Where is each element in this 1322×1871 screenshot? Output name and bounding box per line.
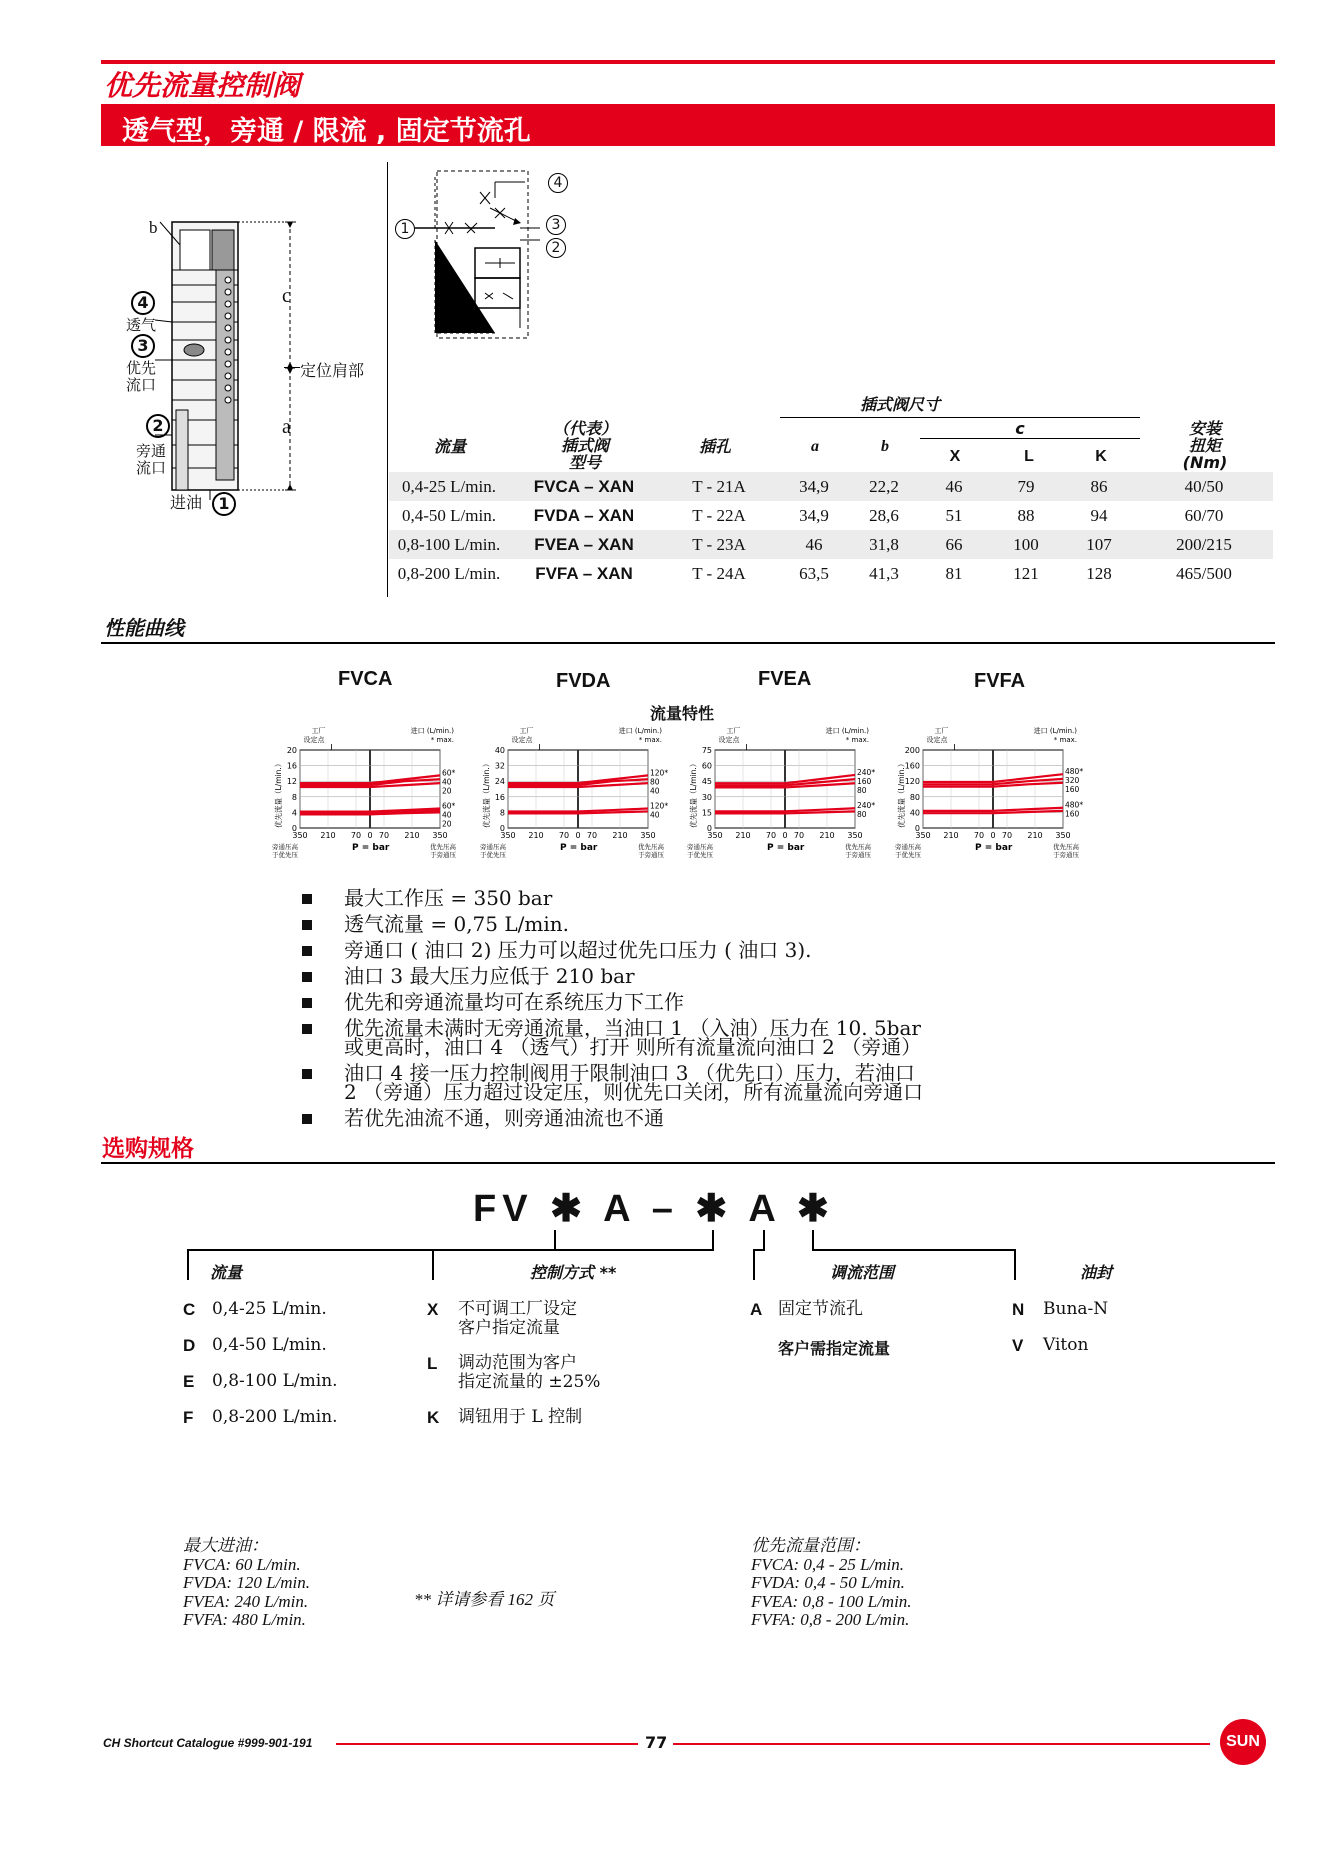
vertical-divider (387, 162, 388, 597)
y-tick-label: 60 (701, 761, 712, 771)
spec-cell-k: 86 (1063, 472, 1135, 501)
y-tick-label: 15 (701, 808, 712, 818)
th-model-3: 型号 (568, 453, 601, 472)
x-tick-label: 210 (819, 831, 835, 840)
range-note: 客户需指定流量 (778, 1339, 891, 1358)
x-tick-label: 0 (990, 831, 996, 840)
series-label: 20 (442, 819, 452, 829)
series-label: 160 (1065, 809, 1080, 819)
flow-option-code: D (183, 1336, 196, 1355)
series-label: 60* (442, 768, 456, 778)
bullet-text: 若优先油流不通，则旁通油流也不通 (344, 1106, 664, 1130)
series-label: 480* (1065, 800, 1084, 810)
range-code: A (750, 1300, 763, 1319)
dim-label-a: a (282, 416, 291, 438)
bullet-marker (302, 972, 312, 982)
y-tick-label: 8 (291, 792, 297, 802)
control-option-line1: 不可调工厂设定 (458, 1299, 577, 1319)
page-subtitle: 透气型，旁通 / 限流 , 固定节流孔 (122, 116, 531, 147)
x-tick-label: 70 (378, 831, 390, 840)
spec-cell-b: 28,6 (869, 505, 899, 525)
schem-port-1: 1 (395, 219, 415, 239)
port3-circle: 3 (131, 334, 155, 358)
y-tick-label: 75 (701, 746, 712, 755)
chart-title-fvea: FVEA (758, 668, 812, 690)
series-label: 240* (857, 801, 876, 811)
spec-cell-torque: 465/500 (1176, 563, 1232, 583)
series-label: 80 (857, 785, 867, 795)
control-option-line1: 调动范围为客户 (458, 1353, 577, 1373)
max-label: * max. (430, 736, 454, 744)
x-tick-label: 0 (782, 831, 788, 840)
bullet-text: 最大工作压 = 350 bar (344, 886, 553, 910)
right-note: 于旁通压 (430, 851, 456, 859)
spec-cell-l: 79 (989, 472, 1063, 501)
y-tick-label: 16 (286, 761, 297, 771)
order-col-flow-title: 流量 (210, 1263, 243, 1282)
spec-cell-l: 100 (989, 530, 1063, 559)
pressure-label: P = bar (975, 843, 1013, 853)
spec-cell-model: FVCA – XAN (509, 472, 659, 501)
port2-label-2: 流口 (136, 459, 167, 477)
factory-label: 工厂 (311, 727, 326, 735)
x-tick-label: 210 (612, 831, 628, 840)
spec-cell-model: FVEA – XAN (509, 530, 659, 559)
y-tick-label: 45 (701, 777, 712, 787)
factory-label: 工厂 (934, 727, 949, 735)
port1-label: 进油 (170, 493, 203, 512)
control-option-line2: 客户指定流量 (458, 1318, 560, 1338)
x-tick-label: 350 (500, 831, 516, 840)
series-label: 80 (857, 810, 867, 820)
th-a: a (811, 438, 819, 455)
y-tick-label: 0 (499, 824, 505, 833)
y-tick-label: 8 (499, 808, 505, 818)
y-axis-label: 优先流量（L/min.） (897, 759, 906, 828)
max-label: * max. (638, 736, 662, 744)
th-torque-1: 安装 (1188, 419, 1221, 438)
series-label: 160 (857, 776, 872, 786)
th-c-rule (920, 438, 1140, 439)
bullet-marker (302, 946, 312, 956)
flow-option-code: F (183, 1408, 194, 1427)
x-tick-label: 70 (973, 831, 985, 840)
y-tick-label: 40 (909, 808, 920, 818)
bullet-text: 油口 4 接一压力控制阀用于限制油口 3 （优先口）压力，若油口 (344, 1061, 915, 1085)
control-option-code: K (427, 1408, 440, 1427)
flow-chart-fvfa (893, 722, 1108, 860)
y-tick-label: 200 (904, 746, 920, 755)
footer-catalogue: CH Shortcut Catalogue #999-901-191 (103, 1736, 313, 1750)
port2-label-1: 旁通 (136, 442, 167, 460)
order-code: FV ✱ A – ✱ A ✱ (473, 1188, 835, 1230)
range-note-line: FVCA: 0,4 - 25 L/min. (751, 1554, 904, 1574)
inlet-label: 进口 (L/min.) (618, 727, 662, 735)
series-label: 40 (650, 786, 660, 796)
x-tick-label: 210 (404, 831, 420, 840)
port4-label: 透气 (126, 316, 157, 334)
series-label: 40 (650, 810, 660, 820)
flow-option-text: 0,4-25 L/min. (212, 1299, 327, 1319)
pressure-label: P = bar (560, 843, 598, 853)
y-tick-label: 0 (706, 824, 712, 833)
th-torque-3: (Nm) (1182, 453, 1228, 472)
spec-cell-k: 128 (1086, 563, 1112, 583)
spec-cell-flow: 0,8-100 L/min. (389, 530, 509, 559)
spec-cell-torque: 40/50 (1135, 472, 1273, 501)
bullet-marker (302, 1069, 312, 1079)
spec-cell-cavity: T - 24A (692, 563, 746, 583)
x-tick-label: 210 (943, 831, 959, 840)
series-label: 120* (650, 768, 669, 778)
spec-cell-x: 81 (945, 563, 963, 583)
x-tick-label: 70 (1001, 831, 1013, 840)
spec-cell-a: 46 (779, 530, 849, 559)
th-flow: 流量 (433, 437, 466, 456)
right-note: 优先压高 (638, 843, 664, 851)
flow-chart-fvca (270, 722, 485, 860)
spec-cell-x: 66 (919, 530, 989, 559)
y-tick-label: 120 (904, 777, 920, 787)
flow-chart-fvda (478, 722, 693, 860)
right-note: 于旁通压 (638, 851, 664, 859)
series-label: 80 (650, 777, 660, 787)
y-tick-label: 0 (291, 824, 297, 833)
x-tick-label: 70 (765, 831, 777, 840)
right-note: 于旁通压 (1053, 851, 1079, 859)
spec-cell-a: 34,9 (799, 505, 829, 525)
x-tick-label: 210 (1027, 831, 1043, 840)
order-col-range-title: 调流范围 (830, 1263, 895, 1282)
bullet-marker (302, 920, 312, 930)
flow-characteristics-title: 流量特性 (650, 704, 715, 723)
x-tick-label: 350 (847, 831, 863, 840)
th-model-2: 插式阀 (560, 436, 609, 455)
series-label: 320 (1065, 776, 1080, 786)
spec-cell-b: 31,8 (849, 530, 919, 559)
x-tick-label: 0 (575, 831, 581, 840)
shoulder-arrow (284, 367, 300, 368)
y-tick-label: 4 (291, 808, 297, 818)
x-tick-label: 350 (1055, 831, 1071, 840)
port3-label-2: 流口 (126, 376, 157, 394)
y-tick-label: 80 (909, 792, 920, 802)
x-tick-label: 70 (558, 831, 570, 840)
bullet-text: 优先流量未满时无旁通流量，当油口 1 （入油）压力在 10. 5bar (344, 1016, 921, 1040)
setpoint-label: 设定点 (511, 736, 533, 744)
left-note: 旁通压高 (687, 843, 713, 851)
y-tick-label: 160 (904, 761, 920, 771)
range-text: 固定节流孔 (778, 1299, 863, 1319)
setpoint-label: 设定点 (926, 736, 948, 744)
ref-note: ** 详请参看 162 页 (414, 1590, 555, 1609)
spec-cell-cavity: T - 22A (692, 505, 746, 525)
inlet-label: 进口 (L/min.) (410, 727, 454, 735)
spec-cell-k: 94 (1090, 505, 1108, 525)
y-tick-label: 12 (286, 777, 297, 787)
spec-cell-x: 46 (919, 472, 989, 501)
order-col-seal-title: 油封 (1080, 1263, 1113, 1282)
spec-row (389, 559, 1273, 588)
series-label: 240* (857, 767, 876, 777)
spec-cell-torque: 200/215 (1135, 530, 1273, 559)
series-label: 160 (1065, 785, 1080, 795)
y-tick-label: 40 (494, 746, 505, 755)
th-l: L (1024, 448, 1034, 465)
flow-chart-fvea (685, 722, 900, 860)
setpoint-label: 设定点 (718, 736, 740, 744)
shoulder-label: 定位肩部 (300, 361, 365, 380)
x-tick-label: 350 (292, 831, 308, 840)
x-tick-label: 70 (350, 831, 362, 840)
spec-cell-cavity: T - 21A (659, 472, 779, 501)
setpoint-label: 设定点 (303, 736, 325, 744)
flow-option-text: 0,4-50 L/min. (212, 1335, 327, 1355)
spec-cell-model: FVFA – XAN (535, 563, 633, 583)
th-b: b (881, 438, 889, 455)
spec-row (389, 501, 1273, 530)
max-inlet-note: FVEA: 240 L/min. (183, 1591, 309, 1611)
x-tick-label: 210 (528, 831, 544, 840)
page-title: 优先流量控制阀 (104, 69, 301, 102)
ordering-heading: 选购规格 (102, 1136, 194, 1162)
range-note-line: FVEA: 0,8 - 100 L/min. (751, 1591, 912, 1611)
sun-logo: SUN (1220, 1719, 1266, 1765)
footer-page-number: 77 (645, 1733, 668, 1752)
left-note: 旁通压高 (272, 843, 298, 851)
port3-label-1: 优先 (126, 359, 157, 377)
bullet-text: 油口 3 最大压力应低于 210 bar (344, 964, 635, 988)
bullet-marker (302, 1114, 312, 1124)
seal-option-code: V (1012, 1336, 1024, 1355)
spec-cell-torque: 60/70 (1184, 505, 1224, 525)
x-tick-label: 210 (320, 831, 336, 840)
x-tick-label: 70 (793, 831, 805, 840)
series-label: 40 (442, 810, 452, 820)
pressure-label: P = bar (767, 843, 805, 853)
th-cavity: 插孔 (698, 437, 731, 456)
flow-option-text: 0,8-200 L/min. (212, 1407, 338, 1427)
left-note: 于优先压 (687, 851, 713, 859)
footer-rule-left (336, 1743, 638, 1745)
y-tick-label: 24 (494, 777, 505, 787)
spec-cell-flow: 0,4-25 L/min. (389, 472, 509, 501)
dim-label-b: b (149, 218, 158, 237)
performance-rule (101, 642, 1275, 644)
footer-rule-right (673, 1743, 1210, 1745)
range-note-line: FVDA: 0,4 - 50 L/min. (751, 1573, 905, 1592)
max-inlet-note: 最大进油： (183, 1536, 268, 1555)
schem-port-3: 3 (546, 215, 566, 235)
bullet-text: 透气流量 = 0,75 L/min. (344, 912, 569, 936)
bullet-text: 优先和旁通流量均可在系统压力下工作 (344, 990, 684, 1014)
control-option-line2: 指定流量的 ±25% (458, 1372, 601, 1392)
left-note: 于优先压 (895, 851, 921, 859)
th-k: K (1095, 448, 1107, 465)
left-note: 旁通压高 (895, 843, 921, 851)
flow-option-text: 0,8-100 L/min. (212, 1371, 338, 1391)
spec-cell-a: 34,9 (779, 472, 849, 501)
chart-title-fvca: FVCA (338, 668, 393, 690)
spec-cell-flow: 0,8-200 L/min. (397, 563, 501, 583)
max-label: * max. (845, 736, 869, 744)
order-col-ctrl-title: 控制方式 ** (530, 1263, 617, 1282)
flow-option-code: E (183, 1372, 195, 1391)
control-option-line1: 调钮用于 L 控制 (458, 1407, 583, 1427)
spec-cell-l: 88 (1017, 505, 1035, 525)
right-note: 优先压高 (1053, 843, 1079, 851)
factory-label: 工厂 (726, 727, 741, 735)
spec-cell-flow: 0,4-50 L/min. (402, 505, 496, 525)
seal-option-text: Buna-N (1043, 1299, 1109, 1319)
th-dims-rule (780, 417, 1140, 418)
th-c: c (1015, 419, 1025, 438)
right-note: 于旁通压 (845, 851, 871, 859)
inlet-label: 进口 (L/min.) (825, 727, 869, 735)
spec-cell-a: 63,5 (799, 563, 829, 583)
port4-circle: 4 (131, 291, 155, 315)
spec-cell-k: 107 (1063, 530, 1135, 559)
bullet-text: 或更高时，油口 4 （透气）打开 则所有流量流向油口 2 （旁通） (344, 1035, 922, 1059)
schem-port-2: 2 (546, 238, 566, 258)
left-note: 旁通压高 (480, 843, 506, 851)
spec-cell-cavity: T - 23A (659, 530, 779, 559)
bullet-text: 2 （旁通）压力超过设定压，则优先口关闭，所有流量流向旁通口 (344, 1080, 924, 1104)
x-tick-label: 350 (432, 831, 448, 840)
right-note: 优先压高 (845, 843, 871, 851)
bullet-text: 旁通口 ( 油口 2) 压力可以超过优先口压力 ( 油口 3). (344, 938, 812, 962)
range-note-line: FVFA: 0,8 - 200 L/min. (751, 1610, 910, 1629)
chart-title-fvfa: FVFA (974, 670, 1026, 692)
x-tick-label: 210 (735, 831, 751, 840)
inlet-label: 进口 (L/min.) (1033, 727, 1077, 735)
y-tick-label: 16 (494, 792, 505, 802)
performance-heading: 性能曲线 (104, 616, 184, 640)
spec-cell-x: 51 (945, 505, 963, 525)
series-label: 60* (442, 801, 456, 811)
spec-cell-b: 22,2 (849, 472, 919, 501)
x-tick-label: 70 (586, 831, 598, 840)
max-inlet-note: FVFA: 480 L/min. (183, 1610, 306, 1629)
bullet-marker (302, 998, 312, 1008)
y-tick-label: 0 (914, 824, 920, 833)
y-tick-label: 20 (286, 746, 297, 755)
max-label: * max. (1053, 736, 1077, 744)
x-tick-label: 350 (915, 831, 931, 840)
x-tick-label: 350 (707, 831, 723, 840)
th-model-1: （代表） (552, 419, 617, 438)
bullet-marker (302, 894, 312, 904)
y-axis-label: 优先流量（L/min.） (482, 759, 491, 828)
control-option-code: L (427, 1354, 438, 1373)
y-tick-label: 30 (701, 792, 712, 802)
th-x: X (949, 448, 961, 465)
factory-label: 工厂 (519, 727, 534, 735)
th-dims: 插式阀尺寸 (859, 395, 940, 414)
y-axis-label: 优先流量（L/min.） (274, 759, 283, 828)
spec-row (389, 472, 1273, 501)
range-note-line: 优先流量范围： (751, 1536, 870, 1555)
pressure-label: P = bar (352, 843, 390, 853)
x-tick-label: 0 (367, 831, 373, 840)
y-axis-label: 优先流量（L/min.） (689, 759, 698, 828)
spec-cell-b: 41,3 (869, 563, 899, 583)
port1-circle: 1 (212, 492, 236, 516)
y-tick-label: 32 (494, 761, 505, 771)
series-label: 20 (442, 786, 452, 796)
max-inlet-note: FVCA: 60 L/min. (183, 1554, 301, 1574)
hydraulic-schematic (395, 168, 575, 343)
series-label: 40 (442, 777, 452, 787)
series-label: 120* (650, 801, 669, 811)
chart-title-fvda: FVDA (556, 670, 611, 692)
spec-table (389, 472, 1273, 588)
spec-cell-l: 121 (1013, 563, 1039, 583)
seal-option-text: Viton (1043, 1335, 1089, 1355)
schem-port-4: 4 (548, 173, 568, 193)
ordering-rule (101, 1162, 1275, 1164)
left-note: 于优先压 (480, 851, 506, 859)
left-note: 于优先压 (272, 851, 298, 859)
flow-option-code: C (183, 1300, 196, 1319)
max-inlet-note: FVDA: 120 L/min. (183, 1573, 311, 1592)
seal-option-code: N (1012, 1300, 1025, 1319)
right-note: 优先压高 (430, 843, 456, 851)
spec-cell-model: FVDA – XAN (533, 505, 635, 525)
bullet-marker (302, 1024, 312, 1034)
port2-circle: 2 (146, 414, 170, 438)
spec-row (389, 530, 1273, 559)
series-label: 480* (1065, 767, 1084, 777)
dim-label-c: c (282, 285, 291, 307)
control-option-code: X (427, 1300, 439, 1319)
th-torque-2: 扭矩 (1188, 436, 1221, 455)
x-tick-label: 350 (640, 831, 656, 840)
